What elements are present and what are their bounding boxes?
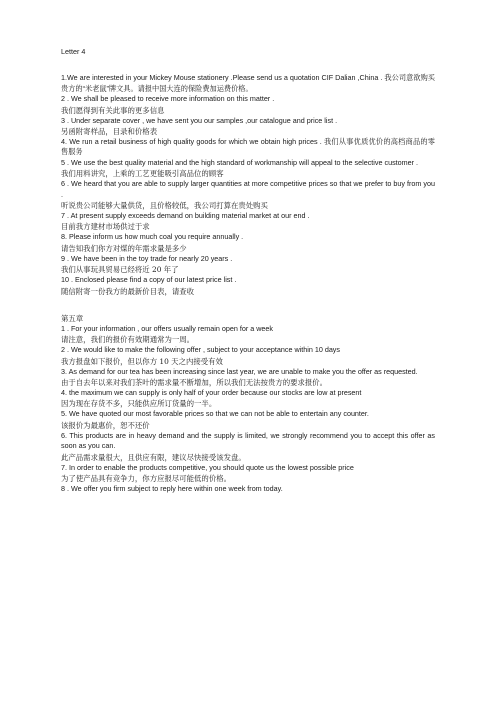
list-item-zh: 我方报盘如下报价，但以你方 10 天之内接受有效 [61,356,223,366]
list-item-en: 5. We have quoted our most favorable prices so that we can not be able to entertain any counter. [61,409,369,419]
list-item-en: 2 . We shall be pleased to receive more information on this matter . [61,94,275,104]
list-item-en: 1.We are interested in your Mickey Mouse stationery .Please send us a quotation CIF Dalian ,China . 我公司意欲购买贵方的“米老鼠”牌文具。请报中国大连的保险费加运费价格。 [61,73,435,93]
list-item-zh: 目前我方建材市场供过于求 [61,222,150,232]
list-item-en: 2 . We would like to make the following offer , subject to your acceptance within 10 days [61,345,340,355]
list-item-en: 3 . Under separate cover , we have sent you our samples ,our catalogue and price list . [61,115,338,125]
list-item-zh: 我们从事玩具贸易已经将近 20 年了 [61,265,179,275]
section-two [61,324,435,495]
section-one [61,73,435,296]
list-item-zh: 另函附寄样品，目录和价格表 [61,127,158,137]
list-item-en: 5 . We use the best quality material and the high standard of workmanship will appeal to the selective customer . [61,157,419,167]
list-item-zh: 听说贵公司能够大量供货，且价格较低，我公司打算在贵处购买 [61,201,268,211]
list-item-en: 8. Please inform us how much coal you require annually . [61,232,244,242]
list-item-en: 6 . We heard that you are able to supply larger quantities at more competitive prices so that we prefer to buy from you . [61,179,435,199]
list-item-en: 7. In order to enable the products competitive, you should quote us the lowest possible price [61,462,354,472]
list-item-zh: 因为现在存货不多，只能供应所订货量的一半。 [61,399,217,409]
list-item-en: 4. We run a retail business of high quality goods for which we obtain high prices . 我们从事优质优价的高档商品的零售服务 [61,137,435,157]
list-item-zh: 此产品需求量很大，且供应有限，建议尽快接受该发盘。 [61,452,246,462]
list-item-zh: 由于自去年以来对我们茶叶的需求量不断增加，所以我们无法按贵方的要求报价。 [61,377,328,387]
list-item-en: 6. This products are in heavy demand and the supply is limited, we strongly recommend you to accept this offer as soon as you can. [61,430,435,451]
list-item-en: 9 . We have been in the toy trade for nearly 20 years . [61,253,233,263]
list-item-en: 3. As demand for our tea has been increasing since last year, we are unable to make you the offer as requested. [61,366,418,376]
list-item-zh: 为了使产品具有竞争力，你方应报尽可能低的价格。 [61,473,231,483]
list-item-en: 8 . We offer you firm subject to reply here within one week from today. [61,483,283,493]
chapter-heading: 第五章 [61,313,84,323]
list-item-zh: 请注意，我们的报价有效期通常为一周。 [61,335,195,345]
letter-title: Letter 4 [61,47,86,56]
list-item-zh: 我们愿得到有关此事的更多信息 [61,105,165,115]
list-item-zh: 随信附寄一份我方的最新价目表，请查收 [61,286,195,296]
list-item-zh: 我们用料讲究，上乘的工艺更能吸引高品位的顾客 [61,169,224,179]
list-item-en: 10 . Enclosed please find a copy of our latest price list . [61,275,237,285]
list-item-zh: 请告知我们你方对煤的年需求量是多少 [61,243,187,253]
list-item-en: 7 . At present supply exceeds demand on building material market at our end . [61,211,310,221]
list-item-zh: 该报价为最惠价，恕不还价 [61,420,150,430]
list-item-en: 4. the maximum we can supply is only half of your order because our stocks are low at present [61,387,362,397]
list-item-en: 1 . For your information , our offers usually remain open for a week [61,323,273,333]
